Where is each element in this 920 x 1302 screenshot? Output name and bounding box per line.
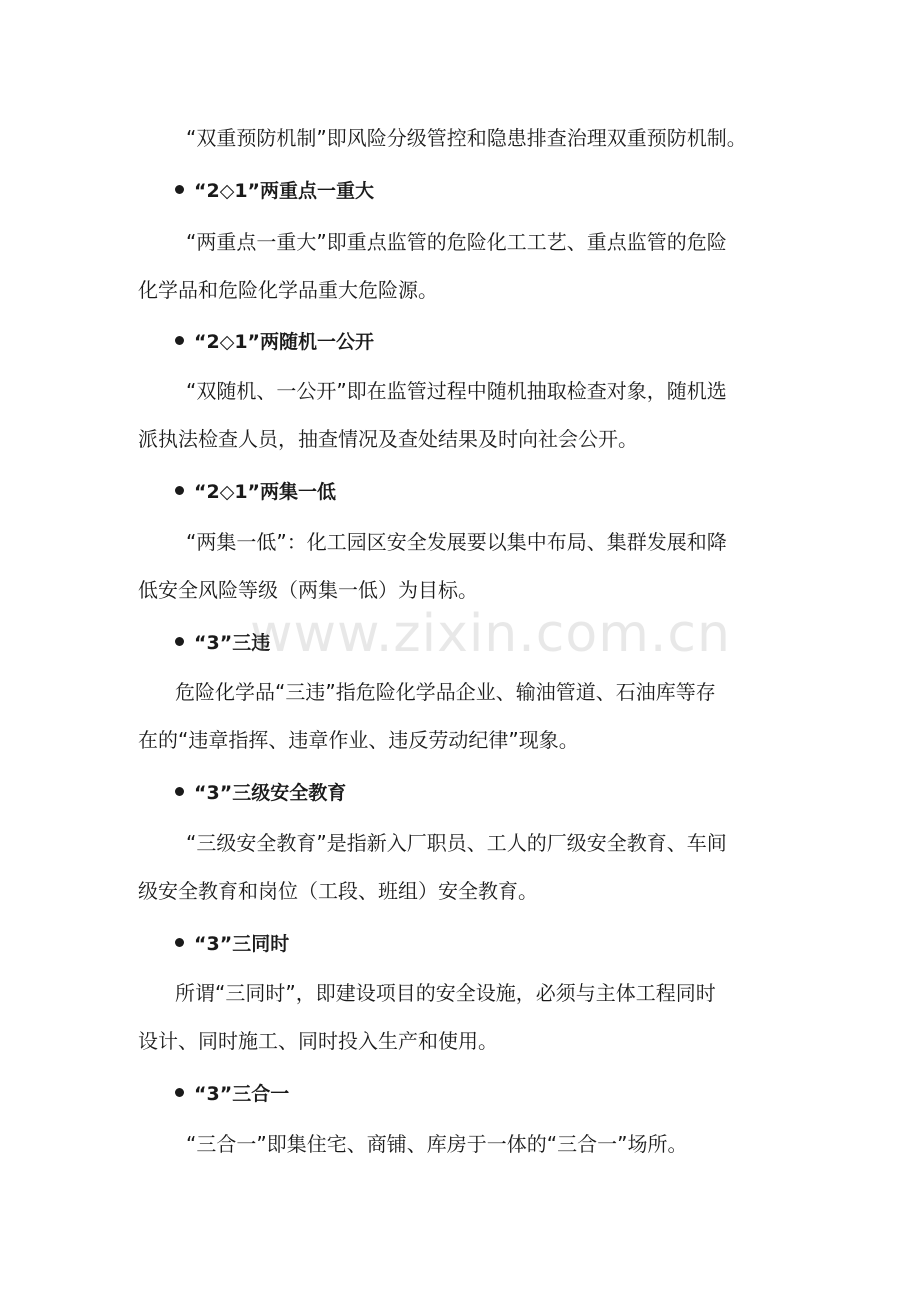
bullet-icon bbox=[175, 336, 184, 345]
paragraph-line: 在的“违章指挥、违章作业、违反劳动纪律”现象。 bbox=[138, 728, 579, 752]
heading-text: “2◇1”两随机一公开 bbox=[194, 331, 375, 353]
heading-text: “3”三级安全教育 bbox=[194, 782, 347, 804]
paragraph-line: “双重预防机制”即风险分级管控和隐患排查治理双重预防机制。 bbox=[186, 126, 747, 150]
section-heading bbox=[175, 779, 346, 807]
paragraph-line: 派执法检查人员，抽查情况及查处结果及时向社会公开。 bbox=[138, 427, 638, 451]
section-heading bbox=[175, 930, 289, 958]
paragraph-line: 化学品和危险化学品重大危险源。 bbox=[138, 278, 438, 302]
bullet-icon bbox=[175, 787, 184, 796]
paragraph-line: “三合一”即集住宅、商铺、库房于一体的“三合一”场所。 bbox=[186, 1132, 688, 1156]
section-heading bbox=[175, 629, 270, 657]
bullet-icon bbox=[175, 185, 184, 194]
paragraph-line: “两集一低”：化工园区安全发展要以集中布局、集群发展和降 bbox=[186, 530, 727, 554]
watermark-text: www.zixin.com.cn bbox=[250, 604, 731, 664]
heading-text: “2◇1”两集一低 bbox=[194, 481, 337, 503]
bullet-icon bbox=[175, 486, 184, 495]
paragraph-line: “三级安全教育”是指新入厂职员、工人的厂级安全教育、车间 bbox=[186, 831, 727, 855]
section-heading bbox=[175, 478, 336, 506]
paragraph-line: “两重点一重大”即重点监管的危险化工工艺、重点监管的危险 bbox=[186, 230, 727, 254]
paragraph-line: 低安全风险等级（两集一低）为目标。 bbox=[138, 578, 478, 602]
paragraph-line: 危险化学品“三违”指危险化学品企业、输油管道、石油库等存 bbox=[175, 680, 716, 704]
section-heading bbox=[175, 177, 374, 205]
paragraph-line: 设计、同时施工、同时投入生产和使用。 bbox=[138, 1029, 498, 1053]
paragraph-line: “双随机、一公开”即在监管过程中随机抽取检查对象，随机选 bbox=[186, 379, 727, 403]
bullet-icon bbox=[175, 938, 184, 947]
section-heading bbox=[175, 1080, 289, 1108]
heading-text: “3”三合一 bbox=[194, 1083, 290, 1105]
heading-text: “3”三同时 bbox=[194, 933, 290, 955]
paragraph-line: 所谓“三同时”，即建设项目的安全设施，必须与主体工程同时 bbox=[175, 981, 716, 1005]
heading-text: “2◇1”两重点一重大 bbox=[194, 180, 375, 202]
bullet-icon bbox=[175, 637, 184, 646]
paragraph-line: 级安全教育和岗位（工段、班组）安全教育。 bbox=[138, 879, 538, 903]
bullet-icon bbox=[175, 1088, 184, 1097]
heading-text: “3”三违 bbox=[194, 632, 271, 654]
section-heading bbox=[175, 328, 374, 356]
